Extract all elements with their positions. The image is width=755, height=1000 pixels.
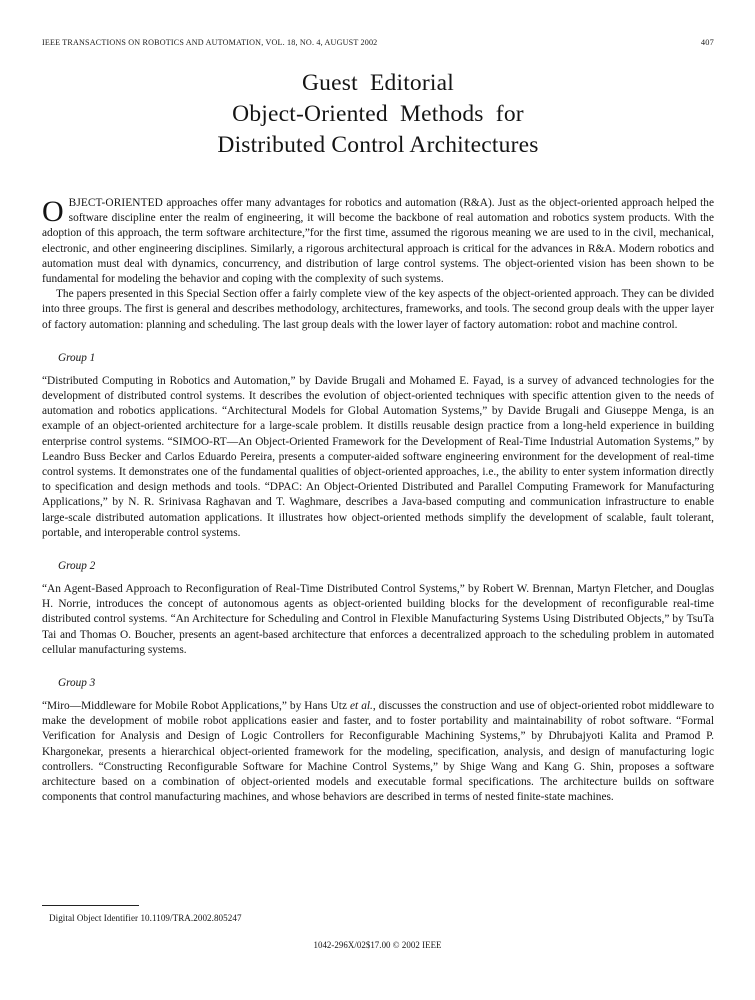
group-heading-2: Group 2 [58,560,96,573]
intro-paragraph: The papers presented in this Special Section offer a fairly complete view of the key aspects of the object-oriented approach. They can be divided into three groups. The first is general and describes methodology, architectures, frameworks, and tools. The second group deals with the upper layer of factory automation: planning and scheduling. The last group deals with the lower layer of factory automation: robot and machine control. [42,288,714,331]
title-block [42,68,714,161]
opening-paragraph [42,196,714,287]
doi-line: Digital Object Identifier 10.1109/TRA.2002.805247 [49,913,242,923]
drop-cap: O [42,195,64,228]
footnote-rule [42,905,139,906]
running-head-text: IEEE TRANSACTIONS ON ROBOTICS AND AUTOMATION, VOL. 18, NO. 4, AUGUST 2002 [42,38,378,47]
opening-smallcaps: BJECT-ORIENTED [68,197,163,209]
group-paragraph-3 [42,699,714,805]
article-body [42,196,714,806]
title-line-2: Object-Oriented Methods for [232,101,524,127]
group-heading-1: Group 1 [58,351,96,364]
title-line-1: Guest Editorial [301,70,454,96]
et-al-italic: et al. [350,700,373,713]
spacer [42,366,714,374]
spacer [42,658,714,676]
opening-text: approaches offer many advantages for robotics and automation (R&A). Just as the object-oriented approach helped the software discipline enter the realm of engineering, it will become the backbone of real automation and robotics system products. With the adoption of this approach, the term software architecture,”for the first time, assumed the rigorous meaning we are used to in the civil, mechanical, electronic, and other engineering disciplines. Similarly, a rigorous architectural approach is critical for the advances in R&A. Modern robotics and automation must deal with dynamics, concurrency, and distribution of large control systems. The object-oriented vision has been shown to be fundamental for modeling the behavior and coping with the complexity of such systems. [42,197,714,286]
copyright-line: 1042-296X/02$17.00 © 2002 IEEE [313,940,442,950]
spacer [42,541,714,559]
spacer [42,691,714,699]
running-head [42,38,714,47]
group-paragraph-1: “Distributed Computing in Robotics and Automation,” by Davide Brugali and Mohamed E. Fayad, is a survey of advanced technologies for the development of distributed control systems. It describes the evolution of object-oriented techniques with specific attention given to the needs of automation and robotics applications. “Architectural Models for Global Automation Systems,” by Davide Brugali and Giuseppe Menga, is an example of an object-oriented architecture for a large-scale problem. It distills reusable design practice from a long-held experience in building enterprise control systems. “SIMOO-RT—An Object-Oriented Framework for the Development of Real-Time Industrial Automation Systems,” by Leandro Buss Becker and Carlos Eduardo Pereira, presents a computer-aided software engineering environment for the development of real-time control systems. It demonstrates one of the fundamental qualities of object-oriented approaches, i.e., the ability to enter system information directly to specification and design methods and tools. “DPAC: An Object-Oriented Distributed and Parallel Computing Framework for Manufacturing Applications,” by N. R. Srinivasa Raghavan and T. Waghmare, describes a Java-based computing and communication infrastructure to enable large-scale distributed automation applications. It illustrates how object-oriented methods simplify the development of scalable, fault tolerant, portable, and interoperable control systems. [42,374,714,539]
group-paragraph-2: “An Agent-Based Approach to Reconfiguration of Real-Time Distributed Control Systems,” by Robert W. Brennan, Martyn Fletcher, and Douglas H. Norrie, introduces the concept of autonomous agents as object-oriented building blocks for the development of reconfigurable real-time distributed control systems. “An Architecture for Scheduling and Control in Flexible Manufacturing Systems Using Distributed Objects,” by TsuTa Tai and Thomas O. Boucher, presents an agent-based architecture that enforces a decentralized approach to the scheduling problem in automated cellular manufacturing systems. [42,583,714,656]
title-line-3: Distributed Control Architectures [217,132,539,158]
group-heading-3: Group 3 [58,677,96,690]
group-3-text-post: , discusses the construction and use of object-oriented robot middleware to make the development of mobile robot applications easier and faster, and to foster portability and maintainability of robot software. “Formal Verification for Analysis and Design of Logic Controllers for Reconfigurable Machining Systems,” by Dhrubajyoti Kalita and Pramod P. Khargonekar, presents a hierarchical object-oriented framework for the modeling, specification, analysis, and design of manufacturing logic controllers. “Constructing Reconfigurable Software for Machine Control Systems,” by Shige Wang and Kang G. Shin, proposes a software architecture based on a combination of object-oriented models and executable formal specifications. The architecture builds on software components that control manufacturing machines, and whose behaviors are described in terms of nested finite-state machines. [42,700,715,804]
spacer [42,333,714,351]
spacer [42,574,714,582]
group-3-text-pre: “Miro—Middleware for Mobile Robot Applications,” by Hans Utz [42,700,351,713]
page-number: 407 [700,38,714,47]
